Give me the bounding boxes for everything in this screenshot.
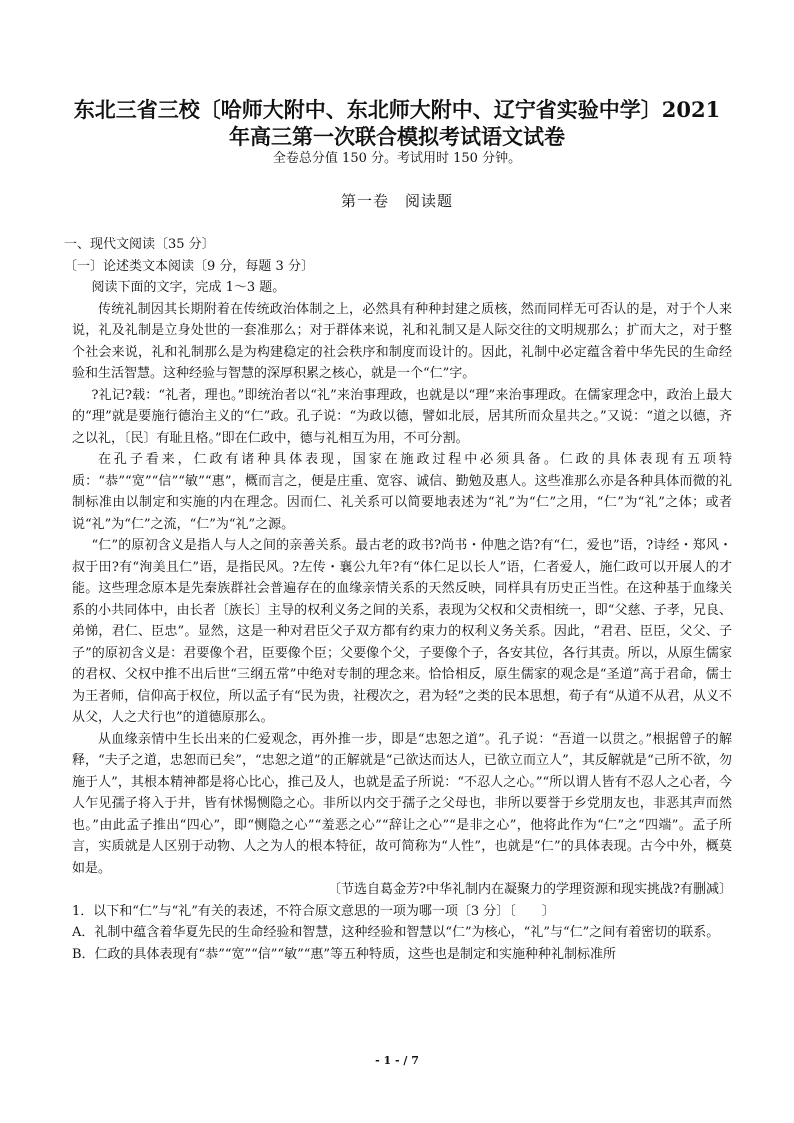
document-body xyxy=(64,234,732,965)
part-heading: 一、现代文阅读〔35 分〕 xyxy=(64,237,215,252)
page-number: - 1 - / 7 xyxy=(375,1054,419,1067)
exam-title-line1: 东北三省三校〔哈师大附中、东北师大附中、辽宁省实验中学〕2021 xyxy=(73,97,721,122)
option-b: B．仁政的具体表现有“恭”“宽”“信”“敏”“惠”等五种特质，这些也是制定和实施种种礼制标准所 xyxy=(72,946,617,962)
instruction: 阅读下面的文字，完成 1～3 题。 xyxy=(91,280,286,295)
sub-heading: 〔一〕论述类文本阅读〔9 分，每题 3 分〕 xyxy=(64,258,314,274)
option-a: A．礼制中蕴含着华夏先民的生命经验和智慧，这种经验和智慧以“仁”为核心，“礼”与“仁”之间有着密切的联系。 xyxy=(72,925,720,940)
exam-subtitle: 全卷总分值 150 分。考试用时 150 分钟。 xyxy=(272,151,522,166)
question-1: 1．以下和“仁”与“礼”有关的表述，不符合原文意思的一项为哪一项〔3 分〕〔 〕 xyxy=(72,903,555,919)
paragraph-1: 传统礼制因其长期附着在传统政治体制之上，必然具有种种封建之质核，然而同样无可否认的是，对于个人来说，礼及礼制是立身处世的一套准那么；对于群体来说，礼和礼制又是人际交往的文明规那么；扩而大之，对于整个社会来说，礼和礼制那么是为构建稳定的社会秩序和制度而设计的。因此，礼制中必定蕴含着中华先民的生命经验和生活智慧。这种经验与智慧的深厚积累之核心，就是一个“仁”字。 xyxy=(72,301,732,381)
exam-title-line2: 年高三第一次联合模拟考试语文试卷 xyxy=(229,124,565,149)
paragraph-5: 从血缘亲情中生长出来的仁爱观念，再外推一步，即是“忠恕之道”。孔子说：“吾道一以贯之。”根据曾子的解释，“夫子之道，忠恕而已矣”，“忠恕之道”的正解就是“己欲达而达人，已欲立而立人”，其反解就是“己所不欲，勿施于人”，其根本精神都是将心比心，推己及人，也就是孟子所说：“不忍人之心。”“所以谓人皆有不忍人之心者，今人乍见孺子将入于井，皆有怵惕恻隐之心。非所以内交于孺子之父母也，非所以要誉于乡党朋友也，非恶其声而然也。”由此孟子推出“四心”，即“恻隐之心”“羞恶之心”“辞让之心”“是非之心”，他将此作为“仁”之“四端”。孟子所言，实质就是人区别于动物、人之为人的根本特征，故可简称为“人性”，也就是“仁”的具体表现。古今中外，概莫如是。 xyxy=(72,731,732,876)
paragraph-3: 在孔子看来，仁政有诸种具体表现，国家在施政过程中必须具备。仁政的具体表现有五项特质：“恭”“宽”“信”“敏”“惠”，概而言之，便是庄重、宽容、诚信、勤勉及惠人。这些准那么亦是各种具体而微的礼制标准由以制定和实施的内在理念。因而仁、礼关系可以简要地表述为“礼”为“仁”之用，“仁”为“礼”之体；或者说“礼”为“仁”之流，“仁”为“礼”之源。 xyxy=(72,452,732,532)
section-title: 第一卷 阅读题 xyxy=(340,192,453,210)
paragraph-4: “仁”的原初含义是指人与人之间的亲善关系。最古老的政书?尚书・仲虺之诰?有“仁，爱也”语，?诗经・郑风・叔于田?有“洵美且仁”语，是指民风。?左传・襄公九年?有“体仁足以长人”语，仁者爱人，施仁政可以开展人的才能。这些理念原本是先秦族群社会普遍存在的血缘亲情关系的天然反映，同样具有历史正当性。在这种基于血缘关系的小共同体中，由长者〔族长〕主导的权利义务之间的关系，表现为父权和父责相统一，即“父慈、子孝，兄良、弟悌，君仁、臣忠”。显然，这是一种对君臣父子双方都有约束力的权利义务关系。因此，“君君、臣臣，父父、子子”的原初含义是：君要像个君，臣要像个臣；父要像个父，子要像个子，各安其位，各行其责。所以，从原生儒家的君权、父权中推不出后世“三纲五常”中绝对专制的理念来。恰恰相反，原生儒家的观念是“圣道”高于君命，儒士为王者师，信仰高于权位，所以孟子有“民为贵，社稷次之，君为轻”之类的民本思想，荀子有“从道不从君，从义不从父，人之犬行也”的道德原那么。 xyxy=(72,538,732,725)
source-citation: 〔节选自葛金芳?中华礼制内在凝聚力的学理资源和现实挑战?有删减〕 xyxy=(328,882,732,897)
paragraph-2: ?礼记?载：“礼者，理也。”即统治者以“礼”来治事理政，也就是以“理”来治事理政。在儒家理念中，政治上最大的“理”就是要施行德治主义的“仁”政。孔子说：“为政以德，譬如北辰，居其所而众星共之。”又说：“道之以德，齐之以礼，〔民〕有耻且格。”即在仁政中，德与礼相互为用，不可分割。 xyxy=(72,387,732,446)
